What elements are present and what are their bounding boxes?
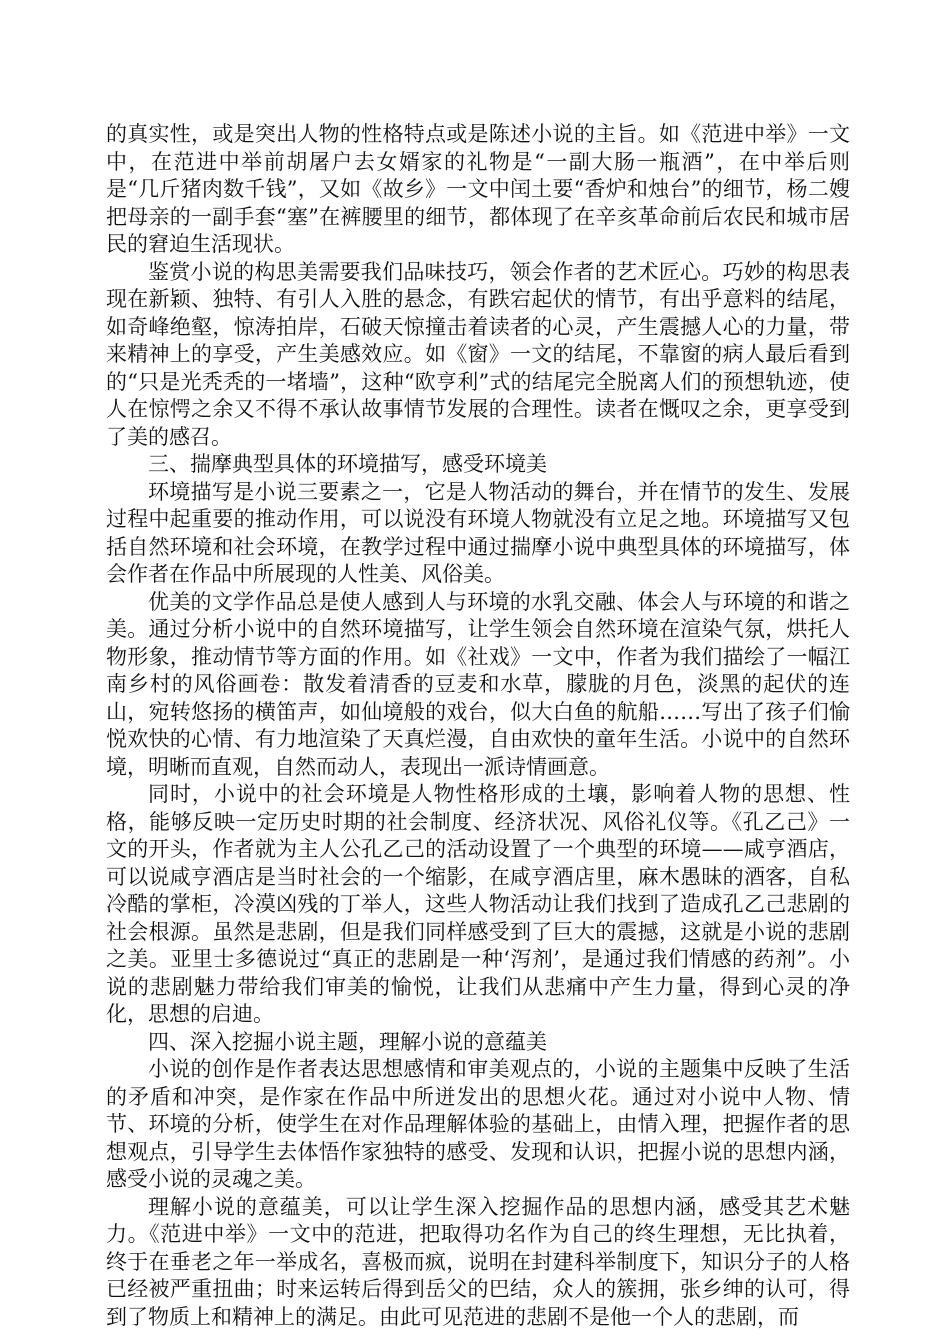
section-heading-4: 四、深入挖掘小说主题，理解小说的意蕴美 (148, 1029, 547, 1054)
paragraph-theme-example: 理解小说的意蕴美，可以让学生深入挖掘作品的思想内涵，感受其艺术魅力。《范进中举》一文中的范进，把取得功名作为自己的终生理想，无比执着，终于在垂老之年一举成名，喜极而疯，说明在封建科举制度下，知识分子的人格已经被严重扭曲；时来运转后得到岳父的巴结，众人的簇拥，张乡绅的认可，得到了物质上和精神上的满足。由此可见范进的悲剧不是他一个人的悲剧，而 (106, 1194, 850, 1329)
paragraph-theme-intro: 小说的创作是作者表达思想感情和审美观点的，小说的主题集中反映了生活的矛盾和冲突，是作家在作品中所迸发出的思想火花。通过对小说中人物、情节、环境的分析，使学生在对作品理解体验的基础上，由情入理，把握作者的思想观点，引导学生去体悟作家独特的感受、发现和认识，把握小说的思想内涵，感受小说的灵魂之美。 (106, 1057, 850, 1191)
section-heading-3: 三、揣摩典型具体的环境描写，感受环境美 (148, 452, 547, 476)
paragraph-social-environment: 同时，小说中的社会环境是人物性格形成的土壤，影响着人物的思想、性格，能够反映一定历史时期的社会制度、经济状况、风俗礼仪等。《孔乙己》一文的开头，作者就为主人公孔乙己的活动设置了一个典型的环境——咸亨酒店，可以说咸亨酒店是当时社会的一个缩影，在咸亨酒店里，麻木愚昧的酒客，自私冷酷的掌柜，冷漠凶残的丁举人，这些人物活动让我们找到了造成孔乙己悲剧的社会根源。虽然是悲剧，但是我们同样感受到了巨大的震撼，这就是小说的悲剧之美。亚里士多德说过“真正的悲剧是一种‘泻剂’，是通过我们情感的药剂”。小说的悲剧魅力带给我们审美的愉悦，让我们从悲痛中产生力量，得到心灵的净化，思想的启迪。 (106, 782, 850, 1026)
document-body (106, 121, 850, 1331)
paragraph-continuation: 的真实性，或是突出人物的性格特点或是陈述小说的主旨。如《范进中举》一文中，在范进中举前胡屠户去女婿家的礼物是“一副大肠一瓶酒”，在中举后则是“几斤猪肉数千钱”，又如《故乡》一文中闰土要“香炉和烛台”的细节，杨二嫂把母亲的一副手套“塞”在裤腰里的细节，都体现了在辛亥革命前后农民和城市居民的窘迫生活现状。 (106, 122, 850, 256)
paragraph-natural-environment: 优美的文学作品总是使人感到人与环境的水乳交融、体会人与环境的和谐之美。通过分析小说中的自然环境描写，让学生领会自然环境在渲染气氛，烘托人物形象，推动情节等方面的作用。如《社戏》一文中，作者为我们描绘了一幅江南乡村的风俗画卷：散发着清香的豆麦和水草，朦胧的月色，淡黑的起伏的连山，宛转悠扬的横笛声，如仙境般的戏台，似大白鱼的航船……写出了孩子们愉悦欢快的心情、有力地渲染了天真烂漫，自由欢快的童年生活。小说中的自然环境，明晰而直观，自然而动人，表现出一派诗情画意。 (106, 589, 850, 779)
paragraph-environment-intro: 环境描写是小说三要素之一，它是人物活动的舞台，并在情节的发生、发展过程中起重要的推动作用，可以说没有环境人物就没有立足之地。环境描写又包括自然环境和社会环境，在教学过程中通过揣摩小说中典型具体的环境描写，体会作者在作品中所展现的人性美、风俗美。 (106, 479, 850, 586)
paragraph-plot-design: 鉴赏小说的构思美需要我们品味技巧，领会作者的艺术匠心。巧妙的构思表现在新颖、独特、有引人入胜的悬念，有跌宕起伏的情节，有出乎意料的结尾，如奇峰绝壑，惊涛拍岸，石破天惊撞击着读者的心灵，产生震撼人心的力量，带来精神上的享受，产生美感效应。如《窗》一文的结尾，不靠窗的病人最后看到的“只是光秃秃的一堵墙”，这种“欧亨利”式的结尾完全脱离人们的预想轨迹，使人在惊愕之余又不得不承认故事情节发展的合理性。读者在慨叹之余，更享受到了美的感召。 (106, 259, 850, 449)
